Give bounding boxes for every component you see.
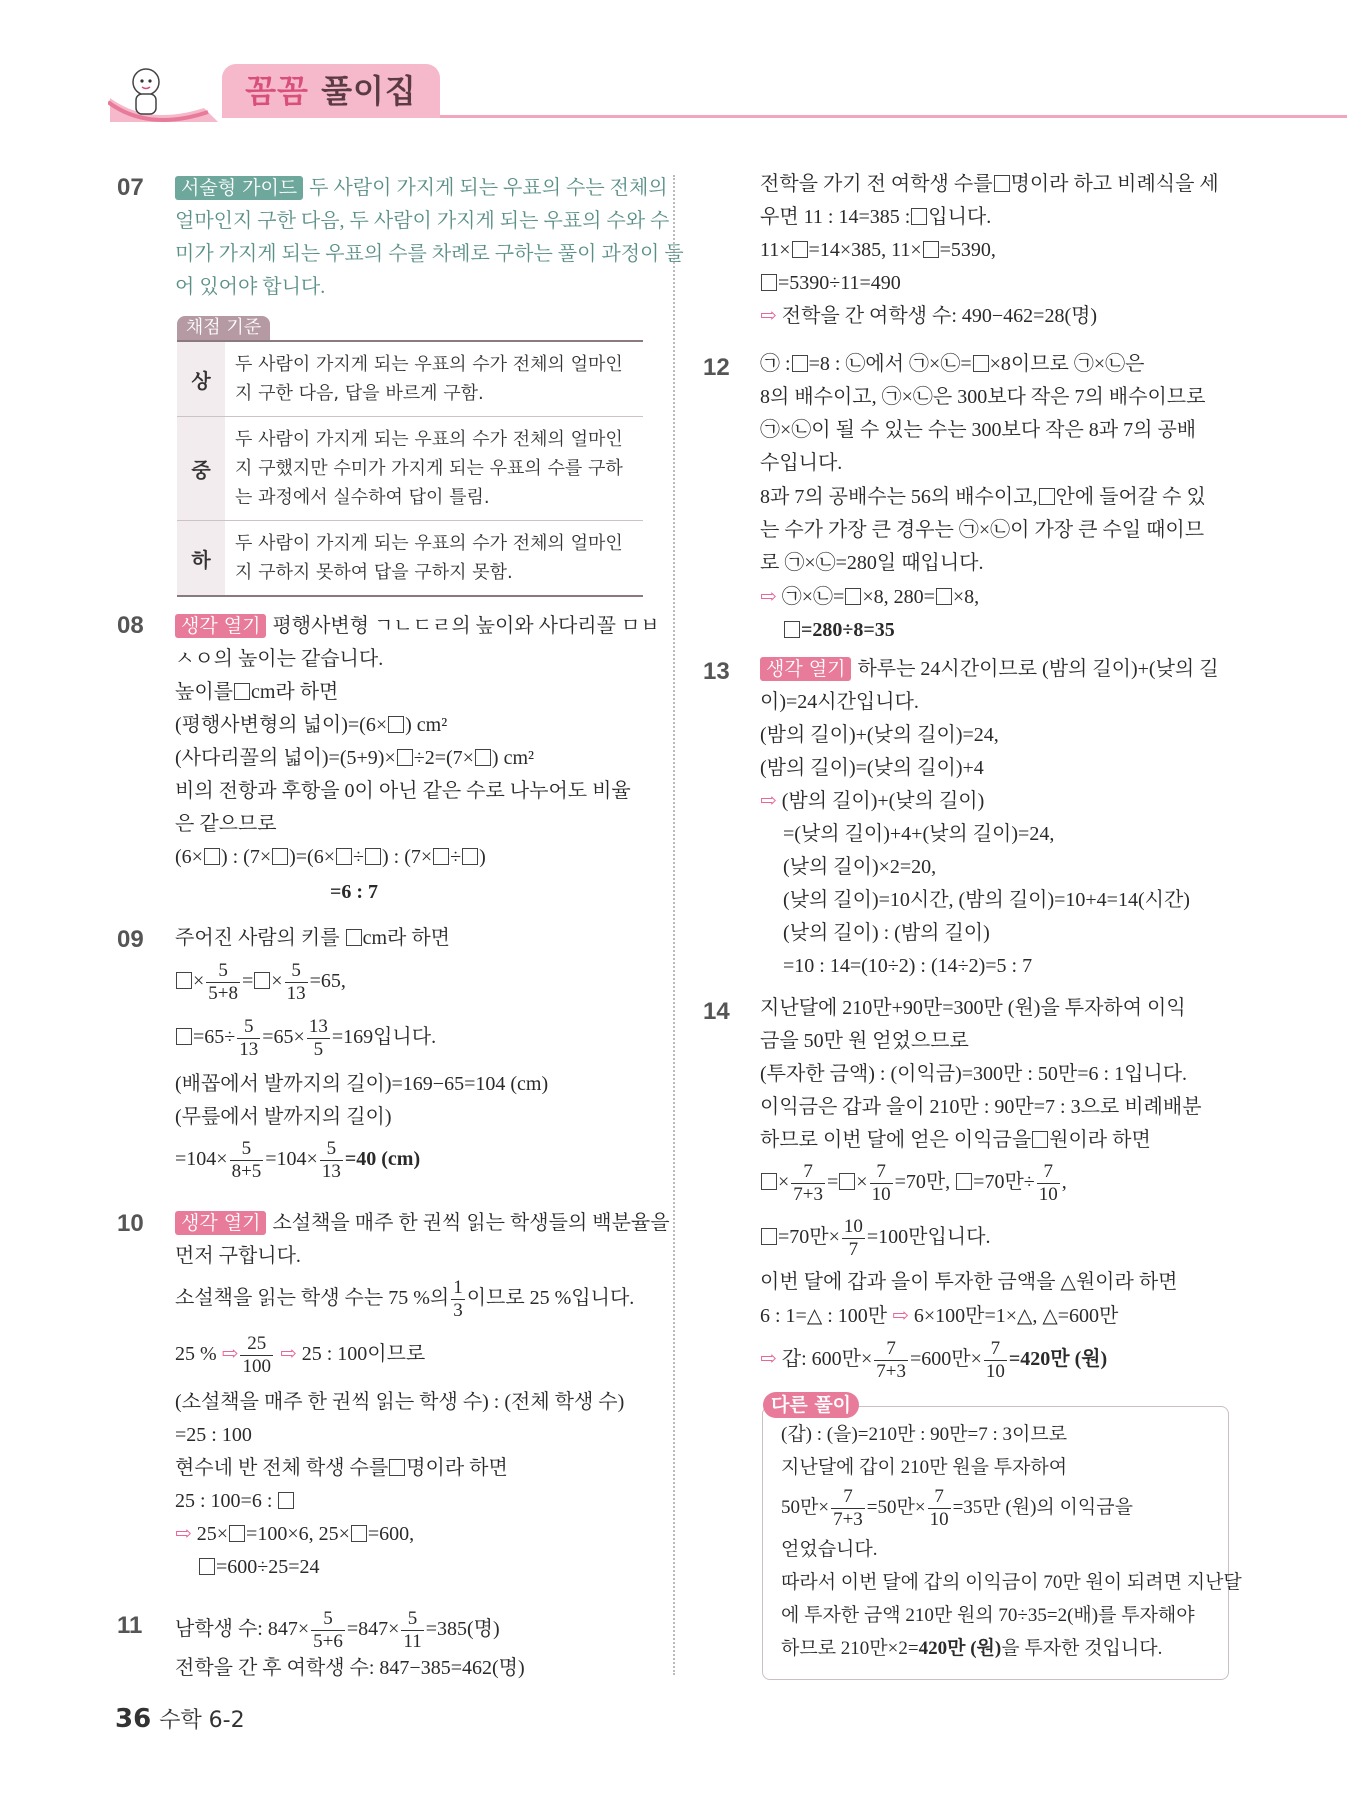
blank-box xyxy=(204,848,220,865)
blank-box xyxy=(351,1525,367,1542)
hint-tag: 생각 열기 xyxy=(760,657,851,681)
blank-box xyxy=(365,848,381,865)
q14-line: × $\frac{7}{7+3}$ = × $\frac{7}{10}$ =70만, =70만÷ $\frac{7}{10}$ , xyxy=(760,1161,1067,1206)
q10-line: 소설책을 읽는 학생 수는 75 %의 $\frac{1}{3}$ 이므로 25 %입니다. xyxy=(175,1277,635,1321)
mascot-icon xyxy=(108,62,218,126)
q12-line: 8의 배수이고, ㉠×㉡은 300보다 작은 7의 배수이므로 xyxy=(760,386,1206,408)
alt-line: 따라서 이번 달에 갑의 이익금이 70만 원이 되려면 지난달 xyxy=(781,1572,1242,1593)
q08-line: 높이를 cm라 하면 xyxy=(175,681,339,703)
q14-answer: ⇨ 갑: 600만× $\frac{7}{7+3}$ =600만× $\frac{7}{10}$ =420만 (원) xyxy=(760,1338,1108,1382)
q07-guide-line: 얼마인지 구한 다음, 두 사람이 가지게 되는 우표의 수와 수 xyxy=(175,210,670,232)
arrow-icon: ⇨ xyxy=(760,1348,777,1371)
fraction: $\frac{7}{10}$ xyxy=(871,1161,891,1205)
q13-line: (낮의 길이)=10시간, (밤의 길이)=10+4=14(시간) xyxy=(783,889,1190,911)
q10-line: (소설책을 매주 한 권씩 읽는 학생 수) : (전체 학생 수) xyxy=(175,1391,625,1413)
fraction: $\frac{5}{8+5}$ xyxy=(231,1138,262,1182)
q09-line: =65÷ $\frac{5}{13}$ =65× $\frac{13}{5}$ =169입니다. xyxy=(175,1016,436,1061)
blank-box xyxy=(1039,488,1055,505)
q10-line: 현수네 반 전체 학생 수를 명이라 하면 xyxy=(175,1457,508,1479)
blank-box xyxy=(234,683,250,700)
rubric-table xyxy=(177,340,643,597)
q13-answer: =10 : 14=(10÷2) : (14÷2)=5 : 7 xyxy=(783,955,1033,977)
rubric-row xyxy=(177,417,643,521)
q13-line: =(낮의 길이)+4+(낮의 길이)=24, xyxy=(783,823,1055,845)
q14-line: 지난달에 210만+90만=300만 (원)을 투자하여 이익 xyxy=(760,997,1186,1019)
blank-box xyxy=(462,848,478,865)
blank-box xyxy=(389,1459,405,1476)
question-number-14: 14 xyxy=(703,998,730,1025)
blank-box xyxy=(923,241,939,258)
blank-box xyxy=(346,929,362,946)
fraction: $\frac{13}{5}$ xyxy=(308,1016,328,1060)
q13-line: (낮의 길이) : (밤의 길이) xyxy=(783,922,990,944)
question-number-08: 08 xyxy=(117,612,144,639)
q14-line: 하므로 이번 달에 얻은 이익금을 원이라 하면 xyxy=(760,1129,1151,1151)
alt-line: 에 투자한 금액 210만 원의 70÷35=2(배)를 투자해야 xyxy=(781,1605,1195,1626)
rubric-row xyxy=(177,342,643,417)
q08-line: (평행사변형의 넓이)=(6× ) cm² xyxy=(175,714,448,736)
subject-label: 수학 6-2 xyxy=(159,1708,245,1733)
blank-box xyxy=(433,848,449,865)
fraction: $\frac{5}{13}$ xyxy=(239,1016,259,1060)
rubric-label: 채점 기준 xyxy=(177,316,270,340)
rubric-text: 두 사람이 가지게 되는 우표의 수가 전체의 얼마인지 구하지 못하여 답을 구하지 못함. xyxy=(235,533,623,583)
arrow-icon: ⇨ xyxy=(760,790,777,812)
question-number-07: 07 xyxy=(117,174,144,201)
q10-line: ⇨ 25× =100×6, 25× =600, xyxy=(175,1523,415,1545)
q12-line: 수입니다. xyxy=(760,452,843,474)
q13-line: (낮의 길이)×2=20, xyxy=(783,856,937,878)
fraction: $\frac{5}{13}$ xyxy=(286,960,306,1004)
q11-answer: ⇨ 전학을 간 여학생 수: 490−462=28(명) xyxy=(760,305,1098,327)
alt-line: 지난달에 갑이 210만 원을 투자하여 xyxy=(781,1457,1068,1478)
q09-line: × $\frac{5}{5+8}$ = × $\frac{5}{13}$ =65, xyxy=(175,960,346,1005)
arrow-icon: ⇨ xyxy=(175,1523,192,1545)
fraction: $\frac{5}{5+8}$ xyxy=(208,960,238,1004)
q11-line: 11× =14×385, 11× =5390, xyxy=(760,239,996,261)
fraction: $\frac{7}{7+3}$ xyxy=(793,1161,823,1205)
blank-box xyxy=(475,749,491,766)
q10-line: =600÷25=24 xyxy=(198,1555,320,1579)
blank-box xyxy=(388,716,404,733)
question-number-10: 10 xyxy=(117,1210,144,1237)
q11-line: 전학을 가기 전 여학생 수를 명이라 하고 비례식을 세 xyxy=(760,173,1219,195)
fraction: $\frac{1}{3}$ xyxy=(453,1277,463,1321)
header-rule xyxy=(440,115,1347,118)
q14-line: 이익금은 갑과 을이 210만 : 90만=7 : 3으로 비례배분 xyxy=(760,1096,1202,1118)
q08-line: 비의 전항과 후항을 0이 아닌 같은 수로 나누어도 비율 xyxy=(175,780,631,802)
arrow-icon: ⇨ xyxy=(760,305,777,327)
hint-tag: 생각 열기 xyxy=(175,614,266,638)
q08-line: 생각 열기 평행사변형 ㄱㄴㄷㄹ의 높이와 사다리꼴 ㅁㅂ xyxy=(175,614,660,638)
blank-box xyxy=(761,1173,777,1190)
blank-box xyxy=(761,1228,777,1245)
q08-line: (6× ) : (7× )=(6× ÷ ) : (7× ÷ ) xyxy=(175,846,486,868)
alt-line: 50만× $\frac{7}{7+3}$ =50만× $\frac{7}{10}$ =35만 (원)의 이익금을 xyxy=(781,1486,1133,1530)
blank-box xyxy=(839,1173,855,1190)
blank-box xyxy=(176,972,192,989)
blank-box xyxy=(994,175,1010,192)
blank-box xyxy=(336,848,352,865)
page-footer xyxy=(115,1703,245,1734)
q11-line: 남학생 수: 847× $\frac{5}{5+6}$ =847× $\frac{5}{11}$ =385(명) xyxy=(175,1608,500,1652)
q07-guide-line: 미가 가지게 되는 우표의 수를 차례로 구하는 풀이 과정이 들 xyxy=(175,243,684,265)
q10-line: 먼저 구합니다. xyxy=(175,1245,301,1267)
alt-line: 얻었습니다. xyxy=(781,1539,878,1560)
blank-box xyxy=(956,1173,972,1190)
q09-line: (무릎에서 발까지의 길이) xyxy=(175,1106,392,1128)
fraction: $\frac{7}{10}$ xyxy=(985,1338,1005,1382)
fraction: $\frac{5}{5+6}$ xyxy=(313,1608,343,1652)
q12-line: ㉠×㉡이 될 수 있는 수는 300보다 작은 8과 7의 공배 xyxy=(760,419,1197,441)
blank-box xyxy=(911,208,927,225)
blank-box xyxy=(278,1492,294,1509)
q07-guide-line: 서술형 가이드 두 사람이 가지게 되는 우표의 수는 전체의 xyxy=(175,176,668,200)
blank-box xyxy=(397,749,413,766)
q08-line: 은 같으므로 xyxy=(175,813,277,835)
blank-box xyxy=(784,621,800,638)
q09-line: 주어진 사람의 키를 cm라 하면 xyxy=(175,927,450,949)
fraction: $\frac{7}{10}$ xyxy=(929,1486,949,1530)
q12-line: 8과 7의 공배수는 56의 배수이고, 안에 들어갈 수 있 xyxy=(760,486,1206,508)
rubric-text: 두 사람이 가지게 되는 우표의 수가 전체의 얼마인지 구한 다음, 답을 바르게 구함. xyxy=(235,354,623,404)
q10-line: 25 % ⇨ $\frac{25}{100}$ ⇨ 25 : 100이므로 xyxy=(175,1333,426,1377)
question-number-09: 09 xyxy=(117,926,144,953)
q08-line: (사다리꼴의 넓이)=(5+9)× ÷2=(7× ) cm² xyxy=(175,747,535,769)
q10-line: =25 : 100 xyxy=(175,1424,252,1446)
q08-answer: =6 : 7 xyxy=(330,881,379,903)
blank-box xyxy=(254,972,270,989)
blank-box xyxy=(199,1558,215,1575)
q14-line: 금을 50만 원 얻었으므로 xyxy=(760,1030,969,1052)
rubric-level: 하 xyxy=(177,521,225,595)
alt-line: (갑) : (을)=210만 : 90만=7 : 3이므로 xyxy=(781,1424,1068,1445)
q10-line: 생각 열기 소설책을 매주 한 권씩 읽는 학생들의 백분율을 xyxy=(175,1211,670,1235)
q09-line: =104× $\frac{5}{8+5}$ =104× $\frac{5}{13}$ =40 (cm) xyxy=(175,1138,421,1182)
fraction: $\frac{7}{7+3}$ xyxy=(833,1486,863,1530)
guide-tag: 서술형 가이드 xyxy=(175,176,303,200)
q12-line: ㉠ : =8 : ㉡에서 ㉠×㉡= ×8이므로 ㉠×㉡은 xyxy=(760,353,1145,375)
page-number: 36 xyxy=(115,1704,152,1734)
blank-box xyxy=(229,1525,245,1542)
arrow-icon: ⇨ xyxy=(760,586,777,608)
blank-box xyxy=(1032,1131,1048,1148)
blank-box xyxy=(845,588,861,605)
alt-line: 하므로 210만×2=420만 (원)을 투자한 것입니다. xyxy=(781,1638,1163,1659)
q08-line: ㅅㅇ의 높이는 같습니다. xyxy=(175,648,384,670)
blank-box xyxy=(761,274,777,291)
blank-box xyxy=(272,848,288,865)
question-number-13: 13 xyxy=(703,658,730,685)
q10-line: 25 : 100=6 : xyxy=(175,1489,295,1513)
q09-line: (배꼽에서 발까지의 길이)=169−65=104 (cm) xyxy=(175,1073,549,1095)
fraction: $\frac{5}{11}$ xyxy=(403,1608,422,1652)
q14-line: =70만× $\frac{10}{7}$ =100만입니다. xyxy=(760,1216,990,1261)
question-number-12: 12 xyxy=(703,354,730,381)
q12-answer: =280÷8=35 xyxy=(783,618,895,642)
q14-line: (투자한 금액) : (이익금)=300만 : 50만=6 : 1입니다. xyxy=(760,1063,1188,1085)
blank-box xyxy=(792,241,808,258)
arrow-icon: ⇨ xyxy=(221,1343,239,1366)
fraction: $\frac{7}{10}$ xyxy=(1038,1161,1058,1205)
hint-tag: 생각 열기 xyxy=(175,1211,266,1235)
q13-line: (밤의 길이)+(낮의 길이)=24, xyxy=(760,724,999,746)
q11-line: 우면 11 : 14=385 : 입니다. xyxy=(760,206,992,228)
rubric-level: 중 xyxy=(177,417,225,520)
q12-line: 로 ㉠×㉡=280일 때입니다. xyxy=(760,552,984,574)
q13-line: 생각 열기 하루는 24시간이므로 (밤의 길이)+(낮의 길 xyxy=(760,657,1219,681)
blank-box xyxy=(176,1028,192,1045)
fraction: $\frac{5}{13}$ xyxy=(321,1138,341,1182)
blank-box xyxy=(973,355,989,372)
arrow-icon: ⇨ xyxy=(892,1305,909,1327)
q14-line: 6 : 1=△ : 100만 ⇨ 6×100만=1×△, △=600만 xyxy=(760,1305,1119,1327)
q12-line: ⇨ ㉠×㉡= ×8, 280= ×8, xyxy=(760,586,980,608)
fraction: $\frac{7}{7+3}$ xyxy=(876,1338,906,1382)
fraction: $\frac{25}{100}$ xyxy=(242,1333,271,1377)
blank-box xyxy=(792,355,808,372)
alt-solution-tag: 다른 풀이 xyxy=(763,1392,859,1418)
q14-line: 이번 달에 갑과 을이 투자한 금액을 △원이라 하면 xyxy=(760,1271,1178,1293)
rubric-row xyxy=(177,521,643,595)
arrow-icon: ⇨ xyxy=(279,1343,297,1366)
rubric-level: 상 xyxy=(177,342,225,416)
rubric-text: 두 사람이 가지게 되는 우표의 수가 전체의 얼마인지 구했지만 수미가 가지게 되는 우표의 수를 구하는 과정에서 실수하여 답이 틀림. xyxy=(235,429,623,508)
q11-line: =5390÷11=490 xyxy=(760,271,901,295)
q07-guide-line: 어 있어야 합니다. xyxy=(175,276,326,298)
question-number-11: 11 xyxy=(117,1612,143,1639)
page-title: 꼼꼼 풀이집 xyxy=(245,72,417,110)
q13-line: 이)=24시간입니다. xyxy=(760,691,919,713)
q11-line: 전학을 간 후 여학생 수: 847−385=462(명) xyxy=(175,1657,525,1679)
q12-line: 는 수가 가장 큰 경우는 ㉠×㉡이 가장 큰 수일 때이므 xyxy=(760,519,1205,541)
blank-box xyxy=(936,588,952,605)
q13-line: (밤의 길이)=(낮의 길이)+4 xyxy=(760,757,984,779)
column-divider xyxy=(673,175,675,1675)
fraction: $\frac{10}{7}$ xyxy=(843,1216,863,1260)
q13-line: ⇨ (밤의 길이)+(낮의 길이) xyxy=(760,790,985,812)
